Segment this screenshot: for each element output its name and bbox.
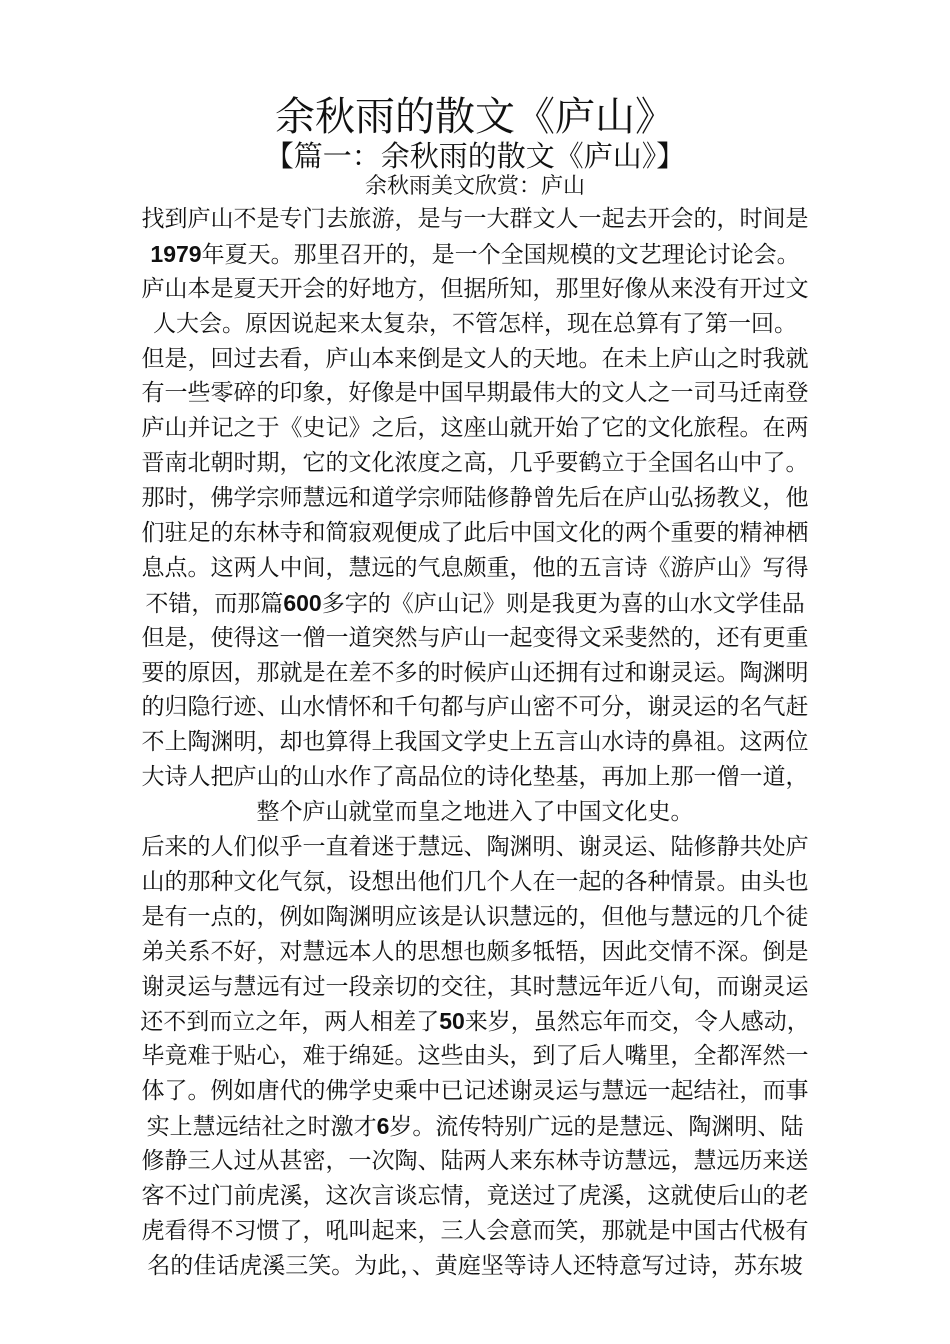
text-line: 整个庐山就堂而皇之地进入了中国文化史。 [256,799,694,826]
body-text [120,202,830,1284]
text-line: 息点。这两人中间，慧远的气息颇重，他的五言诗《游庐山》写得 [141,554,809,581]
text-line: 们驻足的东林寺和简寂观便成了此后中国文化的两个重要的精神栖 [141,520,809,547]
text-line: 庐山本是夏天开会的好地方，但据所知，那里好像从来没有开过文 [141,275,809,302]
section-heading: 【篇一：余秋雨的散文《庐山》】 [264,139,686,173]
text-line: 修静三人过从甚密，一次陶、陆两人来东林寺访慧远，慧远历来送 [141,1148,809,1175]
text-line: 的归隐行迹、山水情怀和千句都与庐山密不可分，谢灵运的名气赶 [141,694,809,721]
text-line: 山的那种文化气氛，设想出他们几个人在一起的各种情景。由头也 [141,868,809,895]
text-line: 晋南北朝时期，它的文化浓度之高，几乎要鹤立于全国名山中了。 [141,450,809,477]
text-line: 体了。例如唐代的佛学史乘中已记述谢灵运与慧远一起结社，而事 [141,1078,809,1105]
text-line: 实上慧远结社之时激才6岁。流传特别广远的是慧远、陶渊明、陆 [146,1113,804,1141]
text-line: 那时，佛学宗师慧远和道学宗师陆修静曾先后在庐山弘扬教义，他 [141,485,809,512]
section-caption: 余秋雨美文欣赏：庐山 [364,174,585,199]
text-line: 是有一点的，例如陶渊明应该是认识慧远的，但他与慧远的几个徒 [141,903,809,930]
text-line: 不上陶渊明，却也算得上我国文学史上五言山水诗的鼻祖。这两位 [141,729,809,756]
text-line: 谢灵运与慧远有过一段亲切的交往，其时慧远年近八旬，而谢灵运 [141,973,809,1000]
text-line: 但是，回过去看，庐山本来倒是文人的天地。在未上庐山之时我就 [141,345,809,372]
text-line: 还不到而立之年，两人相差了50来岁，虽然忘年而交，令人感动， [140,1008,810,1036]
text-line: 要的原因，那就是在差不多的时候庐山还拥有过和谢灵运。陶渊明 [141,659,809,686]
text-line: 找到庐山不是专门去旅游，是与一大群文人一起去开会的，时间是 [141,206,809,232]
text-line: 客不过门前虎溪，这次言谈忘情，竟送过了虎溪，这就使后山的老 [141,1182,809,1209]
text-line: 大诗人把庐山的山水作了高品位的诗化垫基，再加上那一僧一道， [141,764,809,791]
text-line: 1979年夏天。那里召开的，是一个全国规模的文艺理论讨论会。 [150,240,800,268]
text-line: 后来的人们似乎一直着迷于慧远、陶渊明、谢灵运、陆修静共处庐 [141,834,809,861]
text-line: 毕竟难于贴心，难于绵延。这些由头，到了后人嘴里，全都浑然一 [141,1043,809,1070]
text-line: 名的佳话虎溪三笑。为此，、黄庭坚等诗人还特意写过诗，苏东坡 [147,1252,803,1279]
text-line: 人大会。原因说起来太复杂，不管怎样，现在总算有了第一回。 [153,310,797,337]
text-line: 有一些零碎的印象，好像是中国早期最伟大的文人之一司马迁南登 [141,380,809,407]
text-line: 庐山并记之于《史记》之后，这座山就开始了它的文化旅程。在两 [141,415,809,442]
text-line: 但是，使得这一僧一道突然与庐山一起变得文采斐然的，还有更重 [141,624,809,651]
document-title: 余秋雨的散文《庐山》 [275,94,675,140]
text-line: 虎看得不习惯了，吼叫起来，三人会意而笑，那就是中国古代极有 [141,1217,809,1244]
text-line: 不错，而那篇600多字的《庐山记》则是我更为喜的山水文学佳品 [145,589,805,617]
text-line: 弟关系不好，对慧远本人的思想也颇多牴牾，因此交情不深。倒是 [141,938,809,965]
